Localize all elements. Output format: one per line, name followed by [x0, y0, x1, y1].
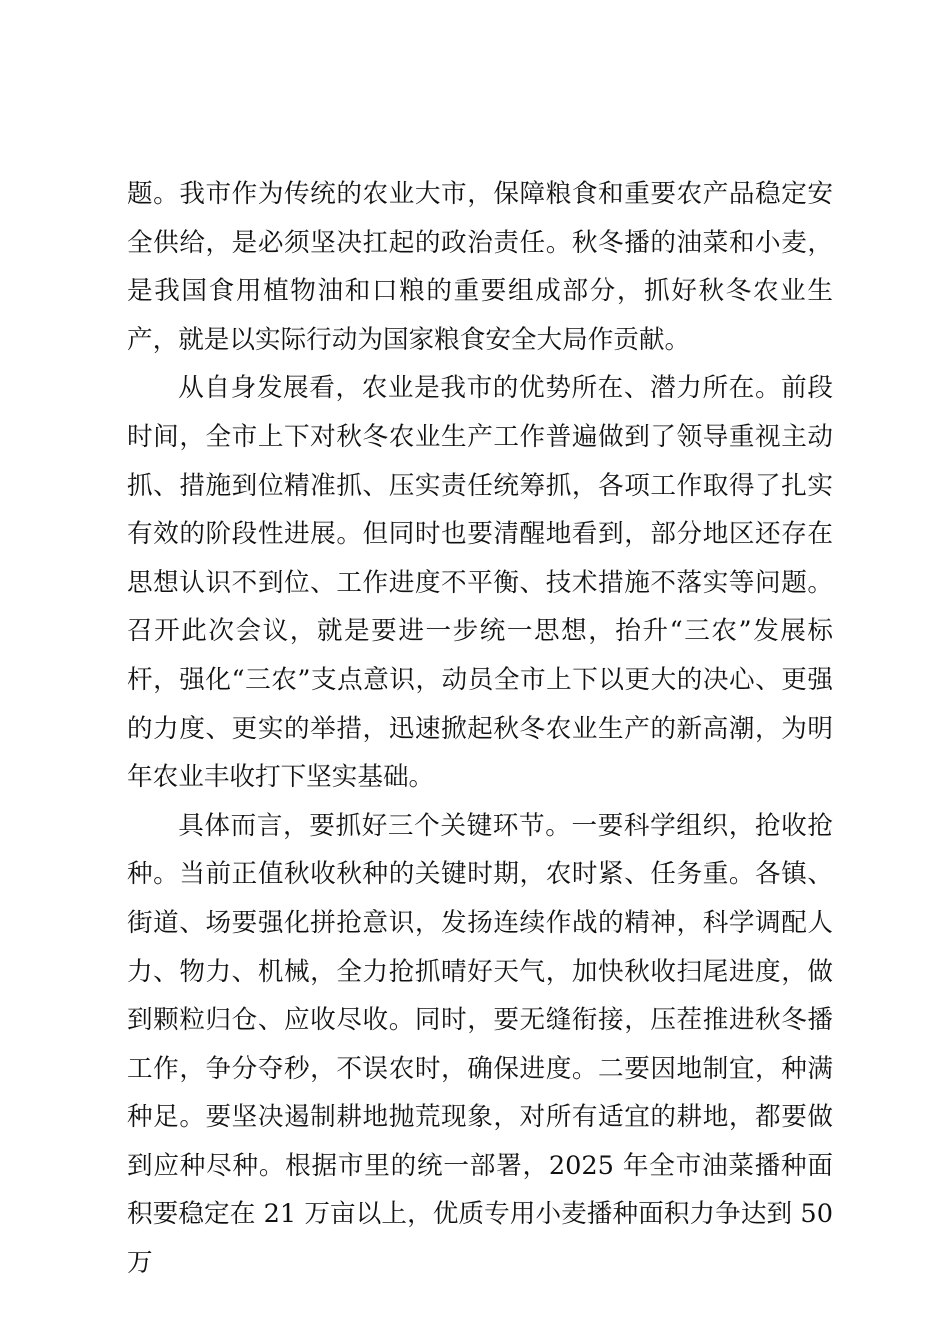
- document-body: [127, 170, 833, 1288]
- paragraph-self-development: 从自身发展看，农业是我市的优势所在、潜力所在。前段时间，全市上下对秋冬农业生产工作普遍做到了领导重视主动抓、措施到位精准抓、压实责任统筹抓，各项工作取得了扎实有效的阶段性进展。但同时也要清醒地看到，部分地区还存在思想认识不到位、工作进度不平衡、技术措施不落实等问题。召开此次会议，就是要进一步统一思想，抬升“三农”发展标杆，强化“三农”支点意识，动员全市上下以更大的决心、更强的力度、更实的举措，迅速掀起秋冬农业生产的新高潮，为明年农业丰收打下坚实基础。: [127, 373, 833, 793]
- paragraph-continuation: 题。我市作为传统的农业大市，保障粮食和重要农产品稳定安全供给，是必须坚决扛起的政治责任。秋冬播的油菜和小麦，是我国食用植物油和口粮的重要组成部分，抓好秋冬农业生产，就是以实际行动为国家粮食安全大局作贡献。: [127, 179, 833, 355]
- paragraph-key-links: 具体而言，要抓好三个关键环节。一要科学组织，抢收抢种。当前正值秋收秋种的关键时期，农时紧、任务重。各镇、街道、场要强化拼抢意识，发扬连续作战的精神，科学调配人力、物力、机械，全力抢抓晴好天气，加快秋收扫尾进度，做到颗粒归仓、应收尽收。同时，要无缝衔接，压茬推进秋冬播工作，争分夺秒，不误农时，确保进度。二要因地制宜，种满种足。要坚决遏制耕地抛荒现象，对所有适宜的耕地，都要做到应种尽种。根据市里的统一部署，2025 年全市油菜播种面积要稳定在 21 万亩以上，优质专用小麦播种面积力争达到 50 万: [127, 810, 833, 1279]
